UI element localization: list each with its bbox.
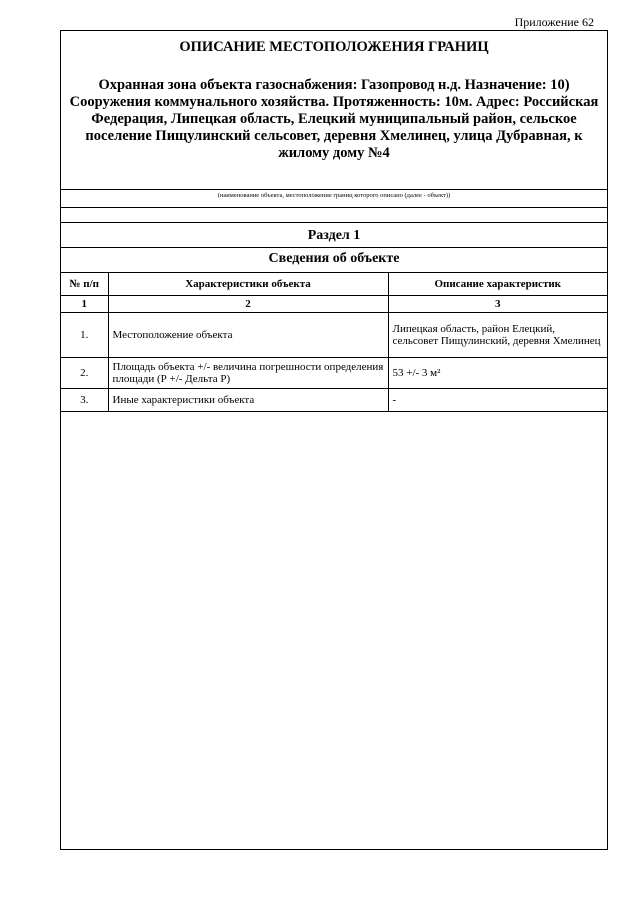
column-number: 2 bbox=[108, 296, 388, 313]
row-description: 53 +/- 3 м² bbox=[388, 358, 607, 389]
column-number: 3 bbox=[388, 296, 607, 313]
document-title: ОПИСАНИЕ МЕСТОПОЛОЖЕНИЯ ГРАНИЦ bbox=[179, 39, 489, 55]
section-title: Раздел 1 bbox=[61, 222, 607, 248]
row-characteristic: Площадь объекта +/- величина погрешности определения площади (Р +/- Дельта Р) bbox=[108, 358, 388, 389]
object-description: Охранная зона объекта газоснабжения: Газопровод н.д. Назначение: 10) Сооружения коммунального хозяйства. Протяженность: 10м. Адрес: Российская Федерация, Липецкая область, Елецкий муниципальный район, сельское поселение Пищулинский сельсовет, деревня Хмелинец, улица Дубравная, к жилому дому №4 bbox=[69, 77, 599, 161]
spacer bbox=[61, 208, 607, 222]
column-number: 1 bbox=[61, 296, 108, 313]
column-number-row bbox=[61, 296, 607, 313]
column-header-number: № п/п bbox=[61, 273, 108, 296]
row-characteristic: Иные характеристики объекта bbox=[108, 389, 388, 412]
table-header-row bbox=[61, 273, 607, 296]
table-row bbox=[61, 358, 607, 389]
row-description: Липецкая область, район Елецкий, сельсовет Пищулинский, деревня Хмелинец bbox=[388, 313, 607, 358]
row-number: 3. bbox=[61, 389, 108, 412]
column-header-characteristic: Характеристики объекта bbox=[108, 273, 388, 296]
row-description: - bbox=[388, 389, 607, 412]
object-info-table bbox=[61, 272, 607, 412]
row-number: 1. bbox=[61, 313, 108, 358]
section-subtitle: Сведения об объекте bbox=[268, 251, 400, 266]
object-note: (наименование объекта, местоположение границ которого описано (далее - объект)) bbox=[61, 189, 607, 208]
column-header-description: Описание характеристик bbox=[388, 273, 607, 296]
table-row bbox=[61, 313, 607, 358]
row-number: 2. bbox=[61, 358, 108, 389]
appendix-label: Приложение 62 bbox=[514, 15, 594, 29]
document-frame bbox=[60, 30, 608, 850]
table-row bbox=[61, 389, 607, 412]
row-characteristic: Местоположение объекта bbox=[108, 313, 388, 358]
